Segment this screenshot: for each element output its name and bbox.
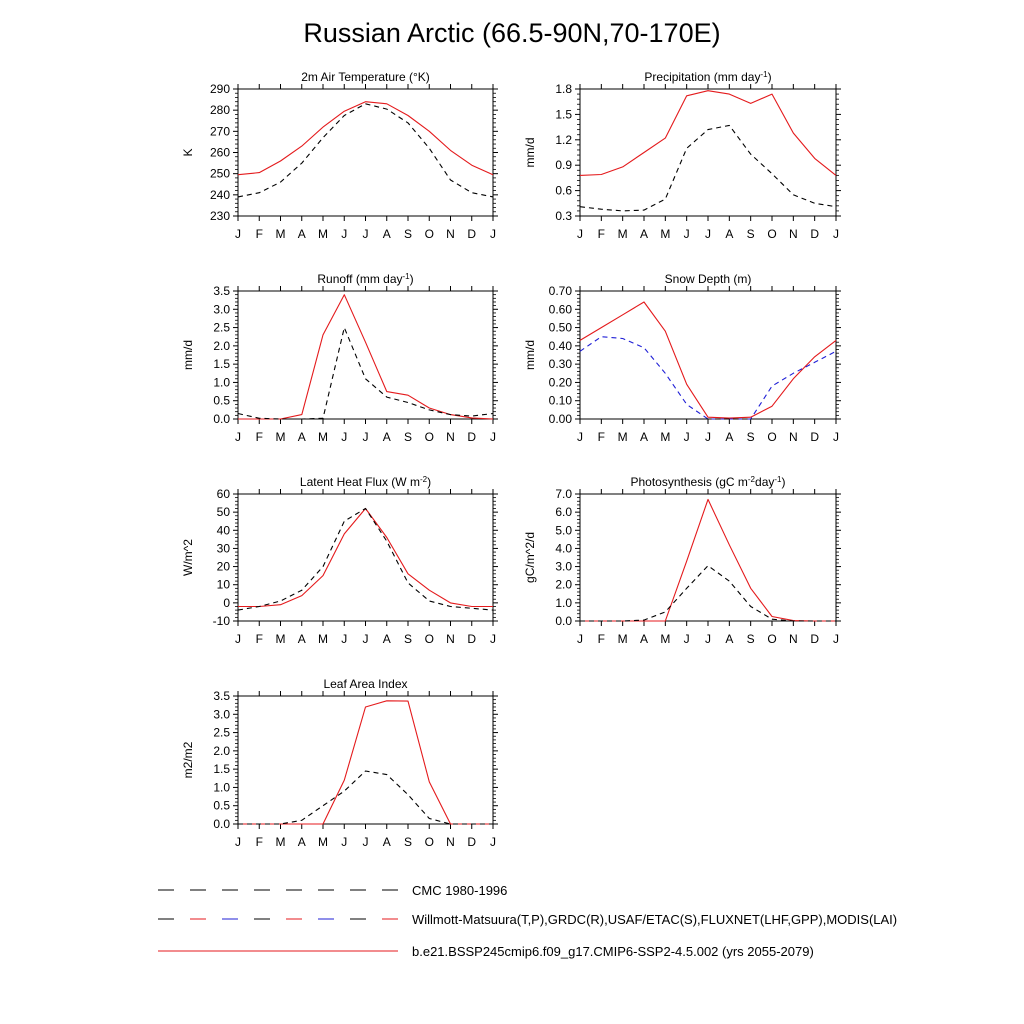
x-tick-label: J xyxy=(341,227,348,241)
y-tick-label: 4.0 xyxy=(555,541,572,556)
y-tick-label: 7.0 xyxy=(555,487,572,501)
y-tick-label: 0.10 xyxy=(548,393,572,408)
x-tick-label: A xyxy=(725,227,734,241)
x-tick-label: M xyxy=(275,835,286,849)
panel-4 xyxy=(523,272,841,444)
x-tick-label: J xyxy=(341,430,348,444)
x-tick-label: J xyxy=(362,227,369,241)
y-tick-label: 250 xyxy=(209,166,230,181)
x-tick-label: A xyxy=(382,227,391,241)
y-tick-label: 0.20 xyxy=(548,375,572,390)
y-tick-label: 240 xyxy=(209,187,230,202)
series-line-model xyxy=(580,302,836,418)
y-tick-label: 0.5 xyxy=(213,393,230,408)
x-tick-label: M xyxy=(660,632,671,646)
y-tick-label: 0 xyxy=(223,595,230,610)
x-tick-label: A xyxy=(725,430,734,444)
x-tick-label: M xyxy=(275,632,286,646)
figure-title: Russian Arctic (66.5-90N,70-170E) xyxy=(303,18,721,48)
y-axis-label: K xyxy=(181,148,195,157)
panel-title: Precipitation (mm day$^{-1}$) xyxy=(644,69,772,84)
y-tick-label: 3.0 xyxy=(555,559,572,574)
y-tick-label: 0.0 xyxy=(213,412,230,426)
y-tick-label: 0.00 xyxy=(548,412,572,426)
x-tick-label: M xyxy=(318,835,328,849)
series-line-model xyxy=(580,499,836,621)
x-tick-label: A xyxy=(725,632,734,646)
panel-title: Snow Depth (m) xyxy=(664,272,752,286)
x-tick-label: M xyxy=(617,430,628,444)
x-tick-label: M xyxy=(275,430,286,444)
x-tick-label: M xyxy=(318,632,328,646)
y-axis-label: mm/d xyxy=(181,340,195,370)
x-tick-label: J xyxy=(362,632,369,646)
panel-3 xyxy=(181,272,498,445)
x-tick-label: D xyxy=(810,430,820,444)
legend-label: Willmott-Matsuura(T,P),GRDC(R),USAF/ETAC(S),FLUXNET(LHF,GPP),MODIS(LAI) xyxy=(412,912,898,927)
y-tick-label: 3.5 xyxy=(213,284,230,298)
x-tick-label: F xyxy=(597,632,606,646)
x-tick-label: M xyxy=(318,227,328,241)
y-tick-label: 1.0 xyxy=(213,375,230,390)
x-tick-label: N xyxy=(446,227,455,241)
x-tick-label: J xyxy=(577,430,583,444)
plot-frame xyxy=(580,291,836,419)
x-tick-label: S xyxy=(746,227,755,241)
panel-2 xyxy=(523,70,841,242)
x-tick-label: M xyxy=(660,430,671,444)
panel-title: Latent Heat Flux (W $m^{-2}$) xyxy=(299,474,432,489)
x-tick-label: J xyxy=(833,632,839,646)
x-tick-label: J xyxy=(490,430,496,444)
y-tick-label: 280 xyxy=(209,103,230,118)
series-line-obs xyxy=(238,771,493,824)
x-tick-label: J xyxy=(577,632,583,646)
y-tick-label: 6.0 xyxy=(555,505,572,520)
legend-label: b.e21.BSSP245cmip6.f09_g17.CMIP6-SSP2-4.5.002 (yrs 2055-2079) xyxy=(412,944,814,959)
x-tick-label: J xyxy=(705,632,711,646)
x-tick-label: M xyxy=(660,227,671,241)
y-axis-label: W/m^2 xyxy=(181,539,195,576)
x-tick-label: N xyxy=(446,430,455,444)
x-tick-label: F xyxy=(255,835,263,849)
y-tick-label: 0.0 xyxy=(555,614,572,628)
x-tick-label: J xyxy=(235,430,241,444)
panel-1 xyxy=(181,70,498,241)
x-tick-label: F xyxy=(255,227,263,241)
x-tick-label: J xyxy=(490,632,496,646)
series-line-obs xyxy=(580,566,836,621)
x-tick-label: O xyxy=(424,835,434,849)
y-tick-label: 1.8 xyxy=(555,82,572,96)
x-tick-label: D xyxy=(467,835,477,849)
y-tick-label: 3.0 xyxy=(213,302,230,317)
x-tick-label: S xyxy=(403,835,413,849)
x-tick-label: J xyxy=(683,632,690,646)
x-tick-label: A xyxy=(639,227,649,241)
panel-5 xyxy=(181,475,498,647)
y-tick-label: 1.5 xyxy=(213,762,230,777)
x-tick-label: J xyxy=(683,430,690,444)
x-tick-label: J xyxy=(341,835,348,849)
x-tick-label: M xyxy=(275,227,286,241)
legend-entry-1 xyxy=(158,883,507,898)
x-tick-label: A xyxy=(297,430,306,444)
x-tick-label: J xyxy=(362,430,369,444)
x-tick-label: O xyxy=(767,430,777,444)
x-tick-label: M xyxy=(318,430,328,444)
y-tick-label: 3.5 xyxy=(213,689,230,703)
x-tick-label: J xyxy=(490,227,496,241)
x-tick-label: M xyxy=(617,632,628,646)
y-tick-label: -10 xyxy=(212,614,230,628)
y-axis-label: mm/d xyxy=(523,137,537,168)
plot-frame xyxy=(238,696,493,824)
x-tick-label: J xyxy=(705,227,711,241)
y-tick-label: 0.70 xyxy=(548,284,572,298)
x-tick-label: D xyxy=(467,227,477,241)
y-tick-label: 10 xyxy=(216,577,230,592)
legend-label: CMC 1980-1996 xyxy=(412,883,508,898)
x-tick-label: J xyxy=(341,632,348,646)
x-tick-label: N xyxy=(446,632,455,646)
x-tick-label: O xyxy=(424,227,434,241)
x-tick-label: O xyxy=(424,430,434,444)
x-tick-label: J xyxy=(577,227,583,241)
x-tick-label: S xyxy=(746,632,755,646)
y-tick-label: 60 xyxy=(216,487,230,501)
x-tick-label: N xyxy=(788,632,798,646)
y-tick-label: 2.0 xyxy=(213,743,230,758)
x-tick-label: J xyxy=(683,227,690,241)
series-line-model xyxy=(238,701,493,824)
x-tick-label: F xyxy=(255,632,263,646)
x-tick-label: M xyxy=(617,227,628,241)
panel-6 xyxy=(523,475,841,647)
y-tick-label: 1.0 xyxy=(555,595,572,610)
x-tick-label: J xyxy=(490,835,496,849)
y-axis-label: gC/m^2/d xyxy=(523,532,537,583)
panel-title: 2m Air Temperature (°K) xyxy=(301,70,430,84)
y-tick-label: 290 xyxy=(209,82,230,96)
x-tick-label: A xyxy=(382,835,391,849)
x-tick-label: A xyxy=(297,632,306,646)
x-tick-label: J xyxy=(235,632,241,646)
x-tick-label: D xyxy=(810,227,820,241)
y-tick-label: 0.5 xyxy=(213,798,230,813)
y-tick-label: 260 xyxy=(209,145,230,160)
y-tick-label: 0.3 xyxy=(555,209,572,223)
x-tick-label: J xyxy=(833,227,839,241)
y-tick-label: 1.5 xyxy=(213,357,230,372)
y-tick-label: 0.60 xyxy=(548,302,572,317)
x-tick-label: A xyxy=(639,632,649,646)
panel-title: Photosynthesis (gC $m^{-2}day^{-1}$) xyxy=(630,474,786,489)
y-tick-label: 5.0 xyxy=(555,523,572,538)
y-tick-label: 2.0 xyxy=(213,338,230,353)
x-tick-label: O xyxy=(424,632,434,646)
plot-frame xyxy=(580,494,836,621)
y-axis-label: mm/d xyxy=(523,340,537,370)
y-tick-label: 0.50 xyxy=(548,320,572,335)
y-tick-label: 50 xyxy=(216,505,230,520)
x-tick-label: A xyxy=(382,430,391,444)
y-tick-label: 0.30 xyxy=(548,357,572,372)
x-tick-label: J xyxy=(235,227,241,241)
x-tick-label: D xyxy=(467,632,477,646)
y-tick-label: 40 xyxy=(216,523,230,538)
panel-7 xyxy=(181,677,498,849)
x-tick-label: S xyxy=(746,430,755,444)
x-tick-label: J xyxy=(833,430,839,444)
x-tick-label: N xyxy=(788,227,798,241)
y-tick-label: 270 xyxy=(209,124,230,139)
x-tick-label: A xyxy=(639,430,649,444)
x-tick-label: A xyxy=(297,227,306,241)
panel-title: Leaf Area Index xyxy=(323,677,408,691)
y-tick-label: 1.5 xyxy=(555,107,572,122)
series-line-model xyxy=(580,91,836,176)
y-tick-label: 0.6 xyxy=(555,183,572,198)
x-tick-label: N xyxy=(446,835,455,849)
legend-entry-2 xyxy=(158,912,897,927)
y-tick-label: 2.0 xyxy=(555,577,572,592)
y-tick-label: 0.0 xyxy=(213,817,230,831)
x-tick-label: A xyxy=(382,632,391,646)
y-tick-label: 1.0 xyxy=(213,780,230,795)
panel-title: Runoff (mm day$^{-1}$) xyxy=(317,271,414,286)
plot-frame xyxy=(238,89,493,216)
x-tick-label: N xyxy=(788,430,798,444)
x-tick-label: D xyxy=(810,632,820,646)
y-tick-label: 20 xyxy=(216,559,230,574)
series-line-model xyxy=(238,102,493,175)
series-line-model xyxy=(238,295,493,419)
plot-frame xyxy=(238,291,493,419)
x-tick-label: J xyxy=(705,430,711,444)
series-line-obs_alt xyxy=(580,337,836,419)
x-tick-label: D xyxy=(467,430,477,444)
x-tick-label: S xyxy=(403,632,413,646)
x-tick-label: O xyxy=(767,227,777,241)
legend-entry-3 xyxy=(158,944,814,959)
series-line-model xyxy=(238,509,493,607)
y-tick-label: 3.0 xyxy=(213,707,230,722)
x-tick-label: F xyxy=(597,227,606,241)
series-line-obs xyxy=(238,104,493,197)
y-tick-label: 0.9 xyxy=(555,158,572,173)
x-tick-label: O xyxy=(767,632,777,646)
x-tick-label: F xyxy=(255,430,263,444)
x-tick-label: J xyxy=(235,835,241,849)
y-tick-label: 2.5 xyxy=(213,725,230,740)
x-tick-label: F xyxy=(597,430,606,444)
x-tick-label: J xyxy=(362,835,369,849)
y-tick-label: 0.40 xyxy=(548,338,572,353)
y-axis-label: m2/m2 xyxy=(181,741,195,779)
series-line-obs xyxy=(238,509,493,611)
y-tick-label: 30 xyxy=(216,541,230,556)
x-tick-label: S xyxy=(403,430,413,444)
y-tick-label: 230 xyxy=(209,209,230,223)
y-tick-label: 2.5 xyxy=(213,320,230,335)
y-tick-label: 1.2 xyxy=(555,132,572,147)
x-tick-label: S xyxy=(403,227,413,241)
x-tick-label: A xyxy=(297,835,306,849)
